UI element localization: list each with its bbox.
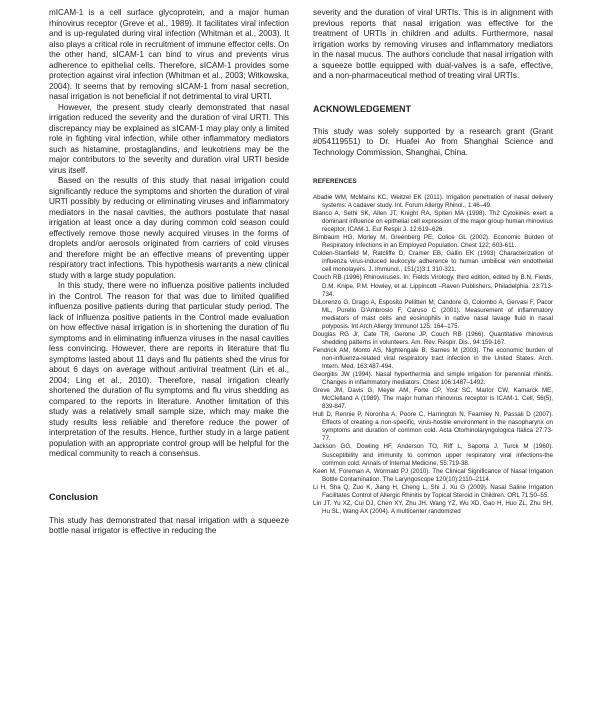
reference-item: Li H, Sha Q, Zuo K, Jiang H, Cheng L, Shi J, Xu G (2009). Nasal Saline Irrigation Facilitates Control of Allergic Rhinitis by Topical Steroid in Children. ORL 71:50–55. — [313, 483, 553, 499]
reference-item: Lin JT, Yu XZ, Cui DJ, Chen XY, Zhu JH, Wang YZ, Wu XD, Gao H, Huo ZL, Zhu SH, Hu SL, Wang AX (2004). A multicenter randomized — [313, 499, 553, 515]
body-paragraph: mICAM-1 is a cell surface glycoprotein, and a major human rhinovirus receptor (Greve et al., 1989). It facilitates viral infection and is up-regulated during viral infection (Whitman et al., 2003). It also plays a critical role in recruitment of immune effector cells. On the other hand, sICAM-1 can bind to virus and prevents virus adherence to epithelial cells. Therefore, sICAM-1 provides some protection against viral infection (Whitman et al., 2003; Witkowska, 2004). It seems that by removing sICAM-1 from nasal secretion, nasal irrigation is not beneficial if not detrimental to viral URTI. — [49, 8, 289, 101]
body-paragraph: In this study, there were no influenza positive patients included in the Control. The reason for that was due to limited qualified influenza positive patients during that particular study period. The lack of influenza positive patients in the Control made evaluation on how effective nasal irrigation is in shortening the duration of flu symptoms and in eliminating influenza viruses in the nasal cavities less convincing. However, there are reports in literature that flu symptoms lasted about 11 days and flu patients shed the virus for about 6 days on average without antiviral treatment (Lin et al., 2004; Ling et al., 2010). Therefore, nasal irrigation clearly shortened the duration of flu symptoms and flu virus shedding as compared to the reports in literature. Another limitation of this study was a relatively small sample size, which may make the study results less reliable and therefore reduce the power of interpretation of the results. Hence, further study in a large patient population with an appropriate control group will be helpful for the medical community to reach a consensus. — [49, 281, 289, 458]
conclusion-heading: Conclusion — [49, 491, 98, 502]
acknowledgement-text: This study was solely supported by a research grant (Grant #054119551) to Dr. Huafei Ao from Shanghai Science and Technology Commission, Shanghai, China. — [313, 126, 553, 157]
reference-item: Douglas RG Jr, Cate TR, Gerone JP, Couch RB (1966). Quantitative rhinovirus shedding patterns in volunteers. Am. Rev. Respir. Dis., 94:159-167. — [313, 330, 553, 346]
references-heading: REFERENCES — [313, 178, 357, 185]
reference-item: Georgitis JW (1994). Nasal hyperthermia and simple irrigation for perennial rhinitis. Changes in inflammatory mediators. Chest 106:1487–1492. — [313, 371, 553, 387]
body-paragraph: Based on the results of this study that nasal irrigation could significantly reduce the symptoms and shorten the duration of viral URTI possibly by reducing or eliminating viruses and inflammatory mediators in the nasal cavities, the authors postulate that nasal irrigation at least once a day during common cold season could effectively remove those newly acquired viruses in the forms of droplets and/or aerosols originated from carriers of cold viruses and therefore might be an effective means of preventing upper respiratory tract infections. This hypothesis warrants a new clinical study with a large study population. — [49, 176, 289, 280]
acknowledgement-heading: ACKNOWLEDGEMENT — [313, 103, 411, 114]
reference-item: Abadie WM, McMains KC, Weitzel EK (2011). Irrigation penetration of nasal delivery systems: A cadaver study. Int. Forum Allergy Rhinol., 1:46–49. — [313, 194, 553, 210]
left-column — [49, 8, 289, 537]
reference-item: Greve JM, Davis G, Meyer AM, Forte CP, Yost SC, Marlor CW, Kamarck ME, McClelland A (1989). The major human rhinovirus receptor is ICAM-1. Cell, 56(5), 839-847. — [313, 387, 553, 411]
reference-item: Hull D, Rennie P, Noronha A, Poore C, Harrington N, Fearnley N, Passali D (2007). Effects of creating a non-specific, virus-hostile environment in the nasopharynx on symptoms and duration of common cold. Acta Otorhinolaryngologica Italica 27:73-77. — [313, 411, 553, 443]
conclusion-paragraph: This study has demonstrated that nasal irrigation with a squeeze bottle nasal irrigator is effective in reducing the — [49, 515, 289, 535]
reference-item: Birnbaum HG, Morley M, Greenberg PE, Colice GL (2002). Economic Burden of Respiratory Infections in an Employed Population. Chest 122; 603-611. — [313, 234, 553, 250]
right-column — [313, 8, 553, 516]
reference-item: Fendrick AM, Monto AS, Nightengale B, Sarnes M (2003). The economic burden of non-influenza-related viral respiratory tract infection in the United States. Arch. Intern. Med. 163:487-494. — [313, 346, 553, 370]
reference-item: Couch RB (1996) Rhinoviruses. In: Fields Virology, third edition, edited by B.N. Fields, D.M. Knipe, P.M. Howley, et al. Lippincott –Raven Publishers, Philadelphia. 23:713-734. — [313, 274, 553, 298]
body-paragraph: severity and the duration of viral URTIs. This is in alignment with previous reports that nasal irrigation was effective for the treatment of URTIs in children and adults. Furthermore, nasal irrigation works by removing viruses and inflammatory mediators in the nasal mucus. The authors conclude that nasal irrigation with a squeeze bottle equipped with dual-valves is a safe, effective, and a non-pharmaceutical method of treating viral URTIs. — [313, 8, 553, 80]
reference-item: Colden-Stanfield M, Ratcliffe D, Cramer EB, Gallin EK (1993) Characterization of influenza virus-induced leukocyte adherence to human umbilical vein endothelial cell monolayers. J. Immunol., 151(1)3:1 310-321. — [313, 250, 553, 274]
reference-item: Jackson GG, Dowling HF, Anderson TO, Riff L, Saporta J, Turck M (1960). Susceptibility and immunity to common upper respiratory viral infections-the common cold. Annals of Internal Medicine, 55:719-38. — [313, 443, 553, 467]
reference-item: Bianco A, Sethi SK, Allen JT, Knight RA, Spiteri MA (1998). Th2 Cytokines exert a dominant influence on epithelial cell expression of the major group human rhinovirus receptor, ICAM-1. Eur Respir J. 12:619–626. — [313, 210, 553, 234]
reference-item: DiLorenzo G, Drago A, Esposito Pellitteri M, Candore G, Colombo A, Gervasi F, Pacor ML, Purello D'Ambrosio F, Caruso C (2001). Measurement of inflammatory mediators of mast cells and eosinophils in native nasal lavage fluid in nasal polyposis. Int Arch Allergy Immunol 125: 164–175. — [313, 298, 553, 330]
reference-item: Keen M, Foreman A, Wormald PJ (2010). The Clinical Significance of Nasal Irrigation Bottle Contamination. The Laryngoscope 120(10):2110–2114. — [313, 467, 553, 483]
references-list — [313, 194, 553, 516]
body-paragraph: However, the present study clearly demonstrated that nasal irrigation reduced the severity and the duration of viral URTI. This discrepancy may be explained as sICAM-1 may play only a limited role in fighting viral infection, while other inflammatory mediators such as histamine, prostaglandins, and leukotriens may be the major contributors to the severity and duration viral URTI beside virus itself. — [49, 102, 289, 175]
